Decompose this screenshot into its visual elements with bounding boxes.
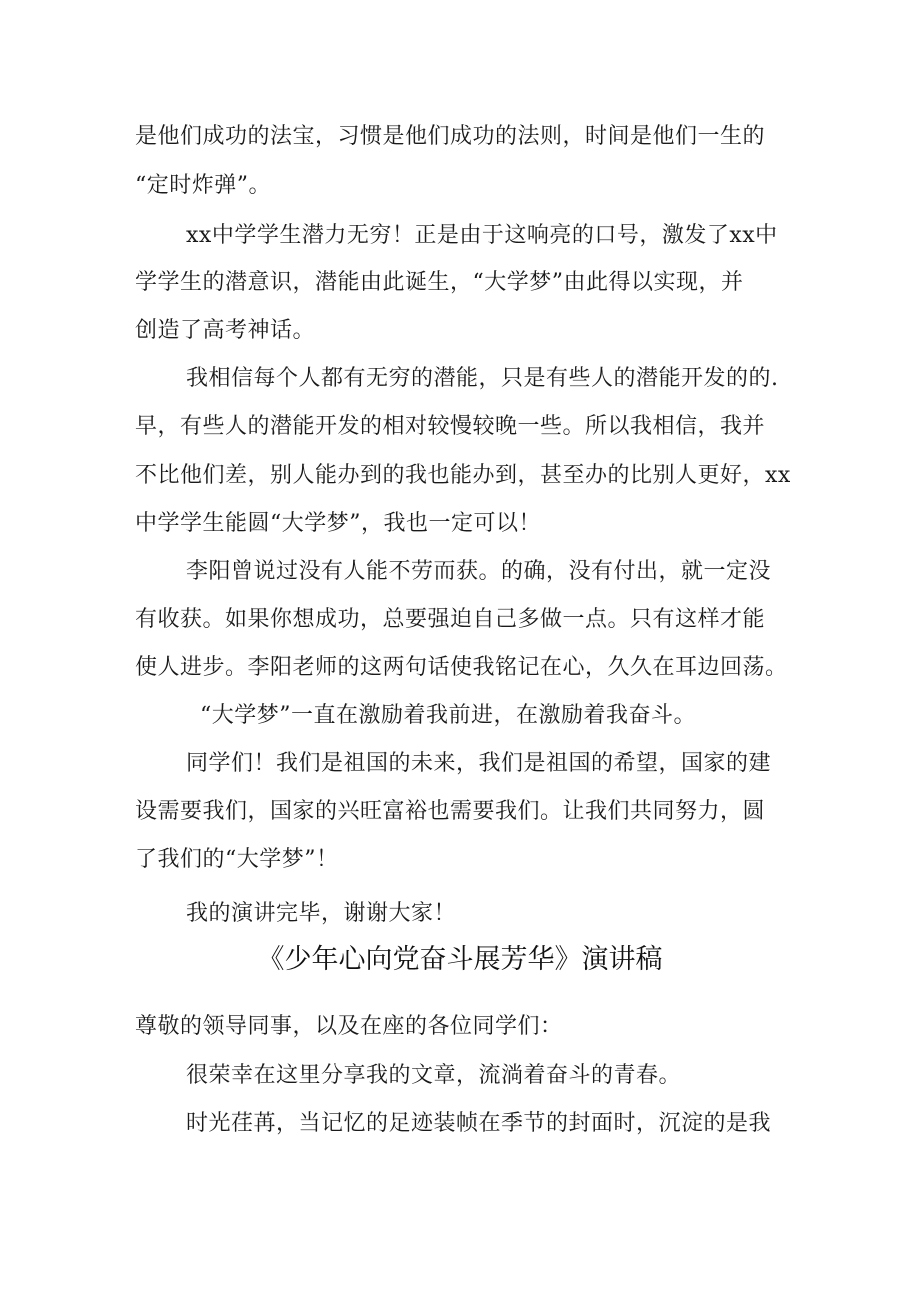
- text-line: 了我们的“大学梦”！: [135, 847, 339, 872]
- text-line: 有收获。如果你想成功，总要强迫自己多做一点。只有这样才能: [135, 607, 766, 632]
- text-line: 时光荏苒，当记忆的足迹装帧在季节的封面时，沉淀的是我: [186, 1111, 772, 1136]
- text-line: “大学梦”一直在激励着我前进，在激励着我奋斗。: [200, 703, 696, 728]
- text-line: 是他们成功的法宝，习惯是他们成功的法则，时间是他们一生的: [135, 124, 766, 149]
- text-line: 我相信每个人都有无穷的潜能，只是有些人的潜能开发的的.: [186, 366, 779, 391]
- text-line: “定时炸弹”。: [135, 173, 271, 198]
- section-title: 《少年心向党奋斗展芳华》演讲稿: [257, 944, 663, 975]
- text-line: 早，有些人的潜能开发的相对较慢较晚一些。所以我相信，我并: [135, 414, 766, 439]
- text-line: 不比他们差，别人能办到的我也能办到，甚至办的比别人更好，xx: [135, 463, 791, 488]
- text-line: xx中学学生潜力无穷！正是由于这响亮的口号，激发了xx中: [186, 223, 778, 248]
- text-line: 中学学生能圆“大学梦”，我也一定可以！: [135, 511, 541, 536]
- text-line: 设需要我们，国家的兴旺富裕也需要我们。让我们共同努力，圆: [135, 799, 766, 824]
- text-line: 我的演讲完毕，谢谢大家！: [186, 901, 457, 926]
- text-line: 同学们！我们是祖国的未来，我们是祖国的希望，国家的建: [186, 751, 772, 776]
- text-line: 学学生的潜意识，潜能由此诞生，“大学梦”由此得以实现，并: [135, 270, 744, 295]
- text-line: 尊敬的领导同事，以及在座的各位同学们：: [135, 1014, 563, 1039]
- text-line: 李阳曾说过没有人能不劳而获。的确，没有付出，就一定没: [186, 559, 772, 584]
- text-line: 创造了高考神话。: [135, 318, 316, 343]
- text-line: 很荣幸在这里分享我的文章，流淌着奋斗的青春。: [186, 1063, 682, 1088]
- text-line: 使人进步。李阳老师的这两句话使我铭记在心，久久在耳边回荡。: [135, 655, 788, 680]
